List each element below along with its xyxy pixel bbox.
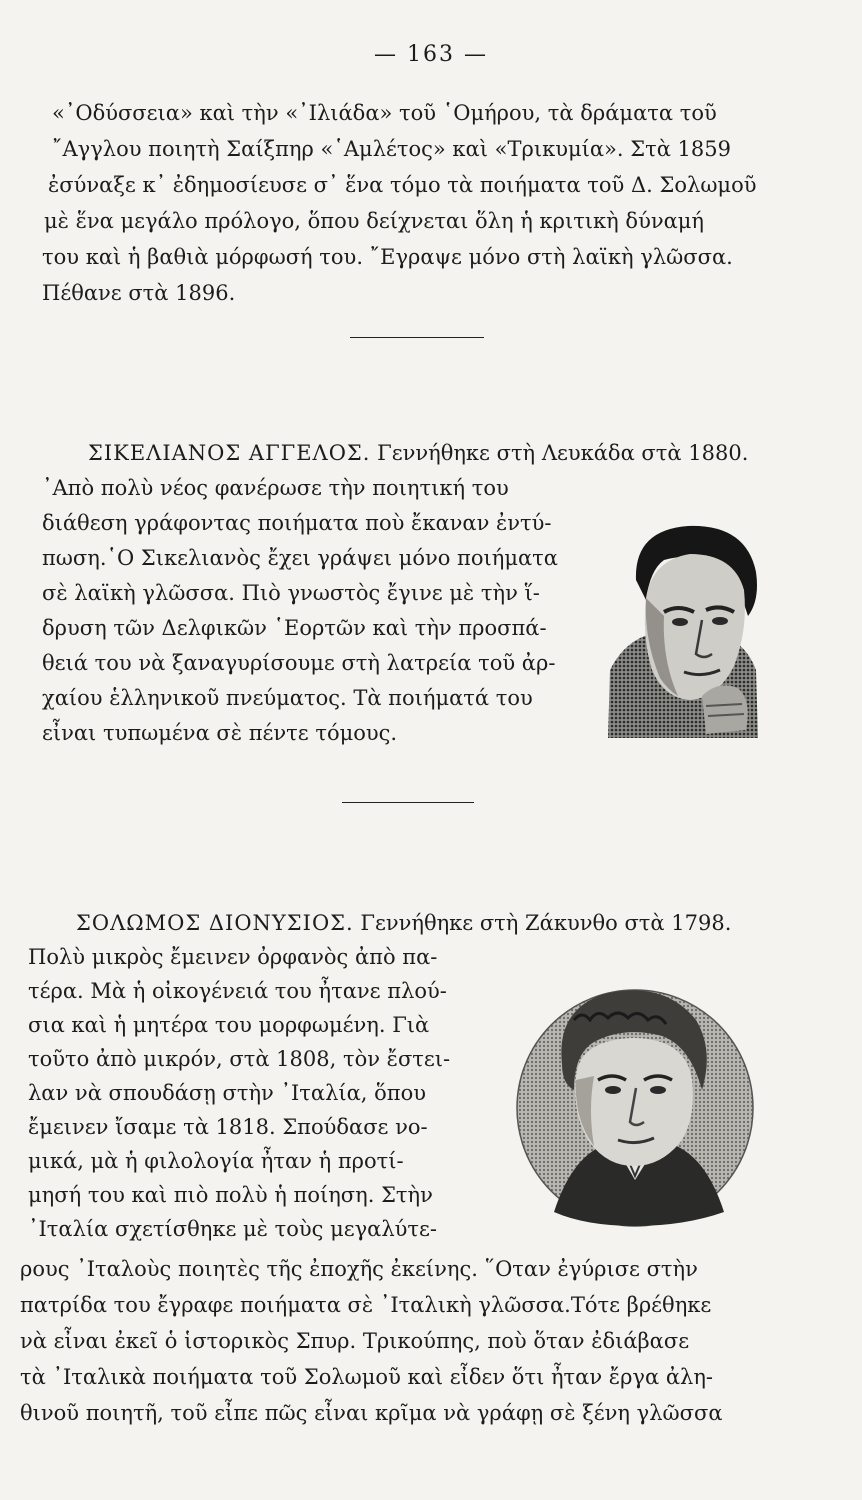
text-line: λαν νὰ σπουδάσῃ στὴν ᾿Ιταλία, ὅπου [28,1081,427,1105]
entry-birth: Γεννήθηκε στὴ Ζάκυνθο στὰ 1798. [360,911,732,935]
text-line: τοῦτο ἀπὸ μικρόν, στὰ 1808, τὸν ἔστει- [28,1047,451,1071]
text-line: νὰ εἶναι ἐκεῖ ὁ ἱστορικὸς Σπυρ. Τρικούπης, ποὺ ὅταν ἐδιάβασε [20,1329,690,1353]
text-line: ρους ᾿Ιταλοὺς ποιητὲς τῆς ἐποχῆς ἐκείνης. ῞Οταν ἐγύρισε στὴν [20,1257,698,1281]
text-line: Πέθανε στὰ 1896. [42,281,236,305]
text-line: θινοῦ ποιητῆ, τοῦ εἶπε πῶς εἶναι κρῖμα νὰ γράφῃ σὲ ξένη γλῶσσα [20,1401,723,1425]
text-line: πατρίδα του ἔγραφε ποιήματα σὲ ᾿Ιταλικὴ γλῶσσα.Τότε βρέθηκε [20,1293,712,1317]
text-line: ᾿Ιταλία σχετίσθηκε μὲ τοὺς μεγαλύτε- [28,1217,438,1241]
text-line: «᾿Οδύσσεια» καὶ τὴν «᾿Ιλιάδα» τοῦ ῾Ομήρου, τὰ δράματα τοῦ [52,101,717,125]
text-line: μησή του καὶ πιὸ πολὺ ἡ ποίηση. Στὴν [28,1183,433,1207]
text-line: ἔμεινεν ἴσαμε τὰ 1818. Σπούδασε νο- [28,1115,428,1139]
portrait-sikelianos [606,520,764,738]
entry-name: ΣΙΚΕΛΙΑΝΟΣ ΑΓΓΕΛΟΣ. [88,441,371,465]
portrait-solomos [514,980,756,1230]
page-number: — 163 — [374,42,488,67]
text-line: σὲ λαϊκὴ γλῶσσα. Πιὸ γνωστὸς ἔγινε μὲ τὴν ἵ- [42,581,540,605]
entry-heading [88,440,748,466]
text-line: εἶναι τυπωμένα σὲ πέντε τόμους. [42,721,398,745]
text-line: πωση.῾Ο Σικελιανὸς ἔχει γράψει μόνο ποιήματα [42,546,558,570]
text-line: μὲ ἕνα μεγάλο πρόλογο, ὅπου δείχνεται ὅλη ἡ κριτικὴ δύναμή [44,209,705,233]
text-line: δρυση τῶν Δελφικῶν ῾Εορτῶν καὶ τὴν προσπά- [42,616,547,640]
text-line: σια καὶ ἡ μητέρα του μορφωμένη. Γιὰ [28,1013,430,1037]
text-line: μικά, μὰ ἡ φιλολογία ἦταν ἡ προτί- [28,1149,404,1173]
text-line: τέρα. Μὰ ἡ οἰκογένειά του ἦτανε πλού- [28,979,447,1003]
text-line: του καὶ ἡ βαθιὰ μόρφωσή του. ῎Εγραψε μόνο στὴ λαϊκὴ γλῶσσα. [42,245,733,269]
entry-birth: Γεννήθηκε στὴ Λευκάδα στὰ 1880. [377,441,749,465]
text-line: Πολὺ μικρὸς ἔμεινεν ὀρφανὸς ἀπὸ πα- [28,945,438,969]
entry-name: ΣΟΛΩΜΟΣ ΔΙΟΝΥΣΙΟΣ. [76,911,354,935]
text-line: τὰ ᾿Ιταλικὰ ποιήματα τοῦ Σολωμοῦ καὶ εἶδεν ὅτι ἦταν ἔργα ἀλη- [20,1365,713,1389]
text-line: θειά του νὰ ξαναγυρίσουμε στὴ λατρεία τοῦ ἀρ- [42,651,556,675]
text-line: διάθεση γράφοντας ποιήματα ποὺ ἔκαναν ἐντύ- [42,511,552,535]
text-line: ᾿Απὸ πολὺ νέος φανέρωσε τὴν ποιητική του [42,476,509,500]
section-divider [350,337,484,338]
text-line: ἐσύναξε κ᾿ ἐδημοσίευσε σ᾿ ἕνα τόμο τὰ ποιήματα τοῦ Δ. Σολωμοῦ [48,173,757,197]
section-divider [342,802,474,803]
text-line: χαίου ἑλληνικοῦ πνεύματος. Τὰ ποιήματά του [42,686,533,710]
text-line: ῎Αγγλου ποιητὴ Σαίξπηρ «῾Αμλέτος» καὶ «Τρικυμία». Στὰ 1859 [52,137,731,161]
entry-heading [76,910,731,936]
